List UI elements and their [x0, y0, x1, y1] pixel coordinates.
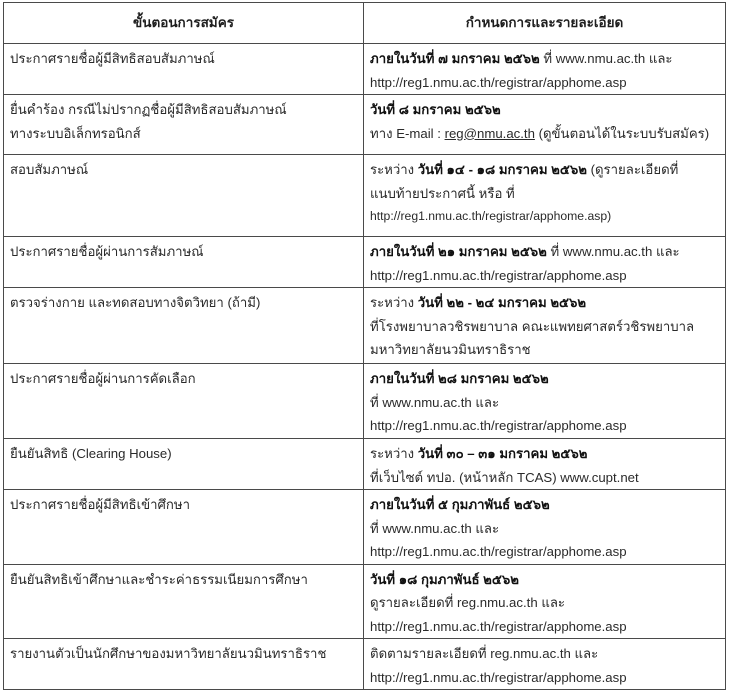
step-cell: [4, 564, 364, 639]
detail-line: [370, 414, 719, 438]
detail-text: http://reg1.nmu.ac.th/registrar/apphome.asp: [370, 669, 627, 685]
detail-text: แนบท้ายประกาศนี้ หรือ ที่: [370, 185, 515, 201]
detail-cell: [364, 639, 726, 690]
detail-cell: [364, 155, 726, 237]
table-body: [4, 44, 726, 690]
step-cell: [4, 439, 364, 490]
detail-date: ภายในวันที่ ๒๑ มกราคม ๒๕๖๒: [370, 244, 547, 259]
detail-line: [370, 158, 719, 182]
table-row: [4, 564, 726, 639]
detail-line: [370, 240, 719, 264]
detail-date: วันที่ ๘ มกราคม ๒๕๖๒: [370, 102, 501, 117]
detail-line: [370, 517, 719, 541]
step-text: ยื่นคำร้อง กรณีไม่ปรากฏชื่อผู้มีสิทธิสอบสัมภาษณ์: [10, 102, 287, 117]
table-row: [4, 44, 726, 95]
detail-date: ภายในวันที่ ๒๘ มกราคม ๒๕๖๒: [370, 371, 549, 386]
detail-text: ทาง E-mail :: [370, 125, 445, 141]
detail-line: [370, 71, 719, 95]
detail-text: http://reg1.nmu.ac.th/registrar/apphome.asp: [370, 74, 627, 90]
table-row: [4, 364, 726, 439]
detail-cell: [364, 564, 726, 639]
detail-line: [370, 291, 719, 315]
header-step: ขั้นตอนการสมัคร: [4, 3, 364, 44]
detail-text: ที่โรงพยาบาลวชิรพยาบาล คณะแพทยศาสตร์วชิรพยาบาล: [370, 318, 695, 334]
detail-line: [370, 264, 719, 288]
step-text: ประกาศรายชื่อผู้มีสิทธิสอบสัมภาษณ์: [10, 51, 215, 66]
detail-text: http://reg1.nmu.ac.th/registrar/apphome.asp: [370, 418, 627, 433]
detail-text: ติดตามรายละเอียดที่ reg.nmu.ac.th และ: [370, 646, 599, 661]
step-text: ประกาศรายชื่อผู้ผ่านการคัดเลือก: [10, 371, 196, 386]
email-link[interactable]: reg@nmu.ac.th: [444, 125, 535, 141]
detail-line: [370, 666, 719, 690]
detail-cell: [364, 95, 726, 155]
detail-line: [370, 642, 719, 666]
detail-cell: [364, 288, 726, 364]
detail-date: ภายในวันที่ ๕ กุมภาพันธ์ ๒๕๖๒: [370, 497, 550, 512]
detail-cell: [364, 439, 726, 490]
detail-date: วันที่ ๒๒ - ๒๔ มกราคม ๒๕๖๒: [417, 295, 587, 310]
step-text: ยืนยันสิทธิเข้าศึกษาและชำระค่าธรรมเนียมการศึกษา: [10, 571, 308, 587]
detail-line: [370, 315, 719, 339]
step-text: ยืนยันสิทธิ (Clearing House): [10, 446, 172, 461]
detail-date: วันที่ ๓๐ – ๓๑ มกราคม ๒๕๖๒: [417, 446, 588, 461]
detail-text: ที่ www.nmu.ac.th และ: [370, 394, 500, 410]
step-cell: [4, 95, 364, 155]
step-cell: [4, 155, 364, 237]
step-text: รายงานตัวเป็นนักศึกษาของมหาวิทยาลัยนวมินทราธิราช: [10, 646, 327, 661]
detail-line: [370, 615, 719, 639]
detail-text: http://reg1.nmu.ac.th/registrar/apphome.asp: [370, 618, 627, 634]
detail-text: (ดูรายละเอียดที่: [586, 162, 679, 177]
detail-line: [370, 540, 719, 564]
step-text: ตรวจร่างกาย และทดสอบทางจิตวิทยา (ถ้ามี): [10, 295, 261, 310]
table-header-row: [4, 3, 726, 44]
table-row: [4, 439, 726, 490]
step-cell: [4, 288, 364, 364]
table-row: [4, 639, 726, 690]
step-cell: [4, 237, 364, 288]
detail-text: (ดูขั้นตอนได้ในระบบรับสมัคร): [534, 125, 710, 141]
detail-text: ที่ www.nmu.ac.th และ: [370, 520, 500, 536]
table-row: [4, 155, 726, 237]
step-cell: [4, 639, 364, 690]
detail-line: [370, 98, 719, 122]
step-text: ประกาศรายชื่อผู้มีสิทธิเข้าศึกษา: [10, 497, 190, 512]
detail-line: [370, 367, 719, 391]
detail-cell: [364, 44, 726, 95]
detail-line: [370, 205, 719, 229]
detail-text: ดูรายละเอียดที่ reg.nmu.ac.th และ: [370, 595, 565, 610]
step-text: ทางระบบอิเล็กทรอนิกส์: [10, 125, 141, 141]
detail-text: http://reg1.nmu.ac.th/registrar/apphome.asp: [370, 544, 627, 559]
detail-line: [370, 591, 719, 615]
step-text: สอบสัมภาษณ์: [10, 162, 89, 177]
detail-lead: ระหว่าง: [370, 162, 418, 177]
detail-text: มหาวิทยาลัยนวมินทราธิราช: [370, 342, 531, 357]
table-row: [4, 490, 726, 565]
step-cell: [4, 44, 364, 95]
header-detail: กำหนดการและรายละเอียด: [364, 3, 726, 44]
detail-cell: [364, 490, 726, 565]
admission-schedule-table: [3, 2, 726, 690]
detail-line: [370, 493, 719, 517]
detail-date: วันที่ ๑๔ - ๑๘ มกราคม ๒๕๖๒: [417, 162, 587, 177]
detail-lead: ระหว่าง: [370, 446, 418, 461]
detail-line: [370, 568, 719, 592]
detail-date: ภายในวันที่ ๗ มกราคม ๒๕๖๒: [370, 51, 540, 66]
table-row: [4, 288, 726, 364]
detail-line: [370, 47, 719, 71]
detail-line: [370, 182, 719, 206]
detail-line: [370, 338, 719, 362]
detail-date: วันที่ ๑๘ กุมภาพันธ์ ๒๕๖๒: [370, 571, 519, 587]
detail-line: [370, 442, 719, 466]
detail-text: http://reg1.nmu.ac.th/registrar/apphome.asp: [370, 267, 627, 283]
detail-line: [370, 466, 719, 490]
detail-lead: ระหว่าง: [370, 295, 418, 310]
detail-text: ที่เว็บไซต์ ทปอ. (หน้าหลัก TCAS) www.cupt.net: [370, 469, 639, 485]
detail-line: [370, 122, 719, 146]
table-row: [4, 95, 726, 155]
table-row: [4, 237, 726, 288]
detail-line: [370, 391, 719, 415]
detail-cell: [364, 364, 726, 439]
step-text: ประกาศรายชื่อผู้ผ่านการสัมภาษณ์: [10, 244, 204, 259]
detail-text: ที่ www.nmu.ac.th และ: [546, 244, 680, 259]
detail-text: ที่ www.nmu.ac.th และ: [539, 51, 673, 66]
detail-text: http://reg1.nmu.ac.th/registrar/apphome.asp): [370, 209, 612, 223]
step-cell: [4, 364, 364, 439]
detail-cell: [364, 237, 726, 288]
step-cell: [4, 490, 364, 565]
